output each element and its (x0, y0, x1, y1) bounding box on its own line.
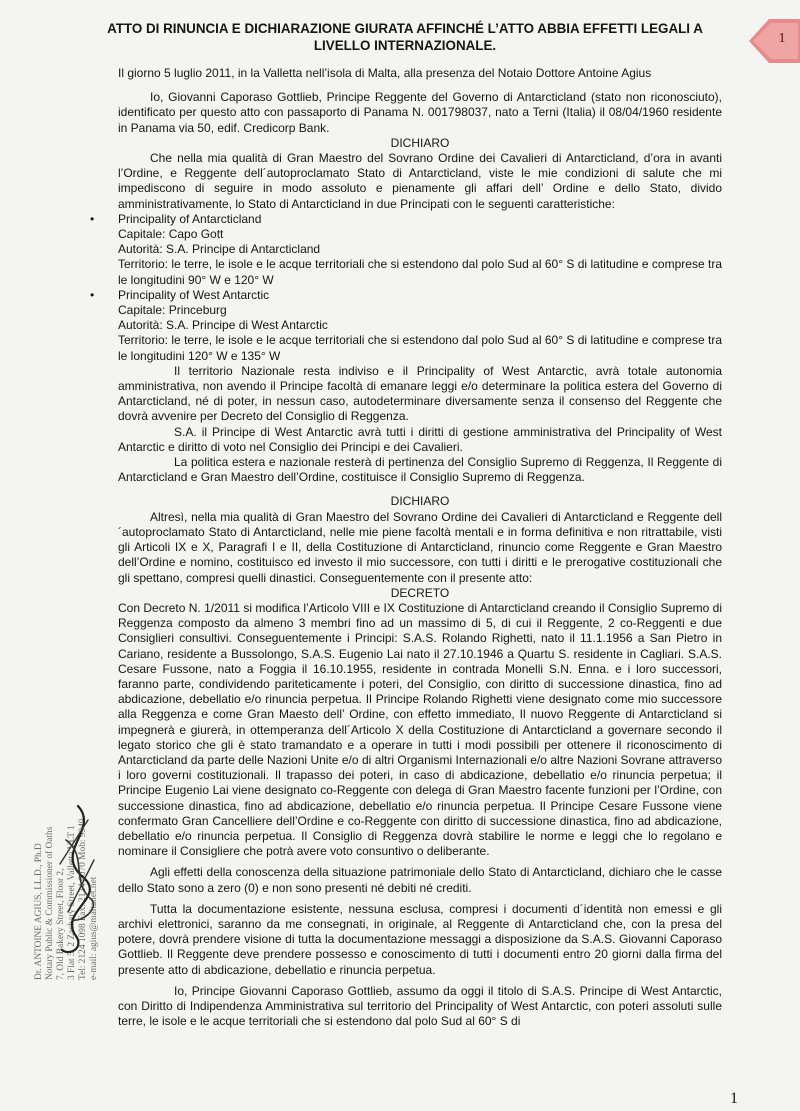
intro-paragraph: Il giorno 5 luglio 2011, in la Valletta nell’isola di Malta, alla presenza del Notaio Dottore Antoine Agius (118, 66, 652, 80)
principality-item (90, 287, 722, 364)
tab-number: 1 (778, 31, 786, 46)
principality-capital: Capitale: Capo Gott (118, 227, 224, 242)
heading-dichiaro-2: DICHIARO (390, 494, 450, 509)
heading-decreto: DECRETO (390, 585, 450, 600)
bullet-icon: • (90, 211, 95, 226)
documents-paragraph: Tutta la documentazione esistente, nessuna esclusa, compresi i documenti d´identità non emessi e gli archivi elettronici, saranno da me consegnati, in originale, al Reggente di Antarcticland che, con la presa del potere, dovrà prendere visione di tutta la documentazione messaggi a disposizione da S.A.S. Giovanni Caporaso Gottlieb. Il Reggente deve prendere possesso e conoscimento di tutti i documenti entro 20 giorni dalla firma del presente atto di abdicazione, debellatio e rinuncia perpetua. (118, 901, 722, 977)
declaration-paragraph-1: Che nella mia qualità di Gran Maestro del Sovrano Ordine dei Cavalieri di Antarcticland, d’ora in avanti l’Ordine, e Reggente dell´autoproclamato Stato di Antarcticland, viste le mie condizioni di salute che mi impediscono di seguire in modo assoluto e pienamente gli affari dell’ Ordine e dello Stato, divido amministrativamente, lo Stato di Antarcticland in due Principati con le seguenti caratteristiche: (118, 151, 722, 211)
politics-paragraph: La politica estera e nazionale resterà di pertinenza del Consiglio Supremo di Reggenza, Il Reggente di Antarcticland e Gran Maestro dell’Ordine, costituisce il Consiglio Supremo di Reggenza. (118, 455, 722, 485)
decree-paragraph: Con Decreto N. 1/2011 si modifica l’Articolo VIII e IX Costituzione di Antarcticland creando il Consiglio Supremo di Reggenza composto da almeno 3 membri fino ad un massimo di 5, di cui il Reggente, 2 co-Reggenti e due Consiglieri consultivi. Conseguentemente i Principi: S.A.S. Rolando Righetti, nato il 11.1.1956 a San Pietro in Cariano, residente a Bussolongo, S.A.S. Eugenio Lai nato il 27.10.1946 a Quartu S. residente in Cagliari. S.A.S. Cesare Fussone, nato a Foggia il 16.10.1955, residente in contrada Monelli S.N. Enna. e i loro successori, faranno parte, condividendo pariteticamente i poteri, del Consiglio, con diritto di successione dinastica, fino ad abdicazione, debellatio e/o rinuncia perpetua. Il Principe Rolando Righetti viene designato come mio successore alla Reggenza e come Gran Maesto dell’ Ordine, con effetto immediato, Il nuovo Reggente di Antarcticland si impegnerà e giurerà, in ottemperanza dell´Articolo X della Costituzione di Antarcticland a governare secondo il legato storico che gli è stato tramandato e a operare in tutti i modi possibili per ottenere il riconoscimento di Antarcticland da parte delle Nazioni Unite e/o di altri Organismi Internazionali e/o altre Nazioni Sovrane attraverso i loro governi costituzionali. Il trapasso dei poteri, in caso di abdicazione, debellatio e/o rinuncia perpetua; il Principe Eugenio Lai viene designato co-Reggente con delega di Gran Maestro facente funzioni per l’Ordine, con successione dinastica, fino ad abdicazione, debellatio e/o rinuncia perpetua. Il Principe Cesare Fussone viene confermato Gran Cancelliere dell’Ordine e co-Reggente con diritto di successione dinastica, fino ad abdicazione, debellatio e/o rinuncia perpetua. Il Consiglio di Reggenza dovrà stabilire le norme e leggi che lo regolano e nominare il Consigliere che potrà avere voto consuntivo o deliberante. (118, 600, 722, 859)
signature-icon (48, 800, 108, 960)
principality-name: Principality of Antarcticland (118, 211, 262, 226)
final-paragraph: Io, Principe Giovanni Caporaso Gottlieb, assumo da oggi il titolo di S.A.S. Principe di West Antarctic, con Diritto di Indipendenza Amministrativa sul territorio del Principality of West Antarctic, con poteri assoluti sulle terre, le isole e le acque territoriali che si estendono dal polo Sud al 60° S di (118, 983, 722, 1029)
territory-paragraph: Il territorio Nazionale resta indiviso e il Principality of West Antarctic, avrà totale autonomia amministrativa, non avendo il Principe facoltà di emanare leggi e/o determinare la politica estera del Governo di Antarcticland, né di poter, in nessun caso, autodeterminare diversamente senza il consenso del Reggente che dovrà avvenire per Decreto del Consiglio di Reggenza. (118, 363, 722, 424)
heading-dichiaro-1: DICHIARO (390, 135, 450, 150)
document-body (90, 66, 722, 1029)
rights-paragraph: S.A. il Principe di West Antarctic avrà tutti i diritti di gestione amministrativa del Principality of West Antarctic e diritto di voto nel Consiglio dei Principi e dei Cavalieri. (118, 424, 722, 454)
patrimony-paragraph: Agli effetti della conoscenza della situazione patrimoniale dello Stato di Antarcticland, dichiaro che le casse dello Stato sono a zero (0) e non sono presenti né debiti né crediti. (118, 865, 722, 895)
page-number: 1 (730, 1090, 738, 1107)
document-title: ATTO DI RINUNCIA E DICHIARAZIONE GIURATA AFFINCHÉ L’ATTO ABBIA EFFETTI LEGALI A LIVELLO INTERNAZIONALE. (107, 21, 703, 53)
principality-item (90, 211, 722, 288)
identity-paragraph: Io, Giovanni Caporaso Gottlieb, Principe Reggente del Governo di Antarcticland (stato non riconosciuto), identificato per questo atto con passaporto di Panama N. 001798037, nato a Terni (Italia) il 08/04/1960 residente in Panama via 50, edif. Credicorp Bank. (118, 90, 722, 135)
principality-authority: Autorità: S.A. Principe di Antarcticland (118, 242, 321, 257)
declaration-paragraph-2: Altresì, nella mia qualità di Gran Maestro del Sovrano Ordine dei Cavalieri di Antarcticland e Reggente dell´autoproclamato Stato di Antarcticland, nelle mie piene facoltà mentali e in forma definitiva e non ritrattabile, visti gli Articoli IX e X, Paragrafi I e II, della Costituzione di Antarcticland, rinuncio come Reggente e Gran Maestro dell’Ordine e nomino, costituisco ed investo il mio successore, con tutti i diritti e le prerogative costituzionali che gli spettano, compresi quelli dinastici. Conseguentemente con il presente atto: (118, 509, 722, 585)
principality-name: Principality of West Antarctic (118, 287, 270, 302)
principality-territory: Territorio: le terre, le isole e le acque territoriali che si estendono dal polo Sud al 60° S di latitudine e comprese tra le longitudini 90° W e 120° W (118, 257, 722, 287)
principality-authority: Autorità: S.A. Principe di West Antarctic (118, 318, 328, 333)
notary-stamp-text: Dr. ANTOINE AGIUS, LL.D., Ph.D Notary Public & Commissioner of Oaths 7, Old Bakery Street, Floor 2, 3 Flat 5, 2 Zachary Street, Valletta VLT 1 Tel: 2124 1098 Fax: 2124 6070 Mob: 9949 e-mail: agius@maltanet.net (34, 818, 99, 980)
page-tab-marker (749, 16, 800, 66)
principality-capital: Capitale: Princeburg (118, 303, 227, 318)
principality-territory: Territorio: le terre, le isole e le acque territoriali che si estendono dal polo Sud al 60° S di latitudine e comprese tra le longitudini 120° W e 135° W (118, 333, 722, 363)
bullet-icon: • (90, 287, 95, 302)
